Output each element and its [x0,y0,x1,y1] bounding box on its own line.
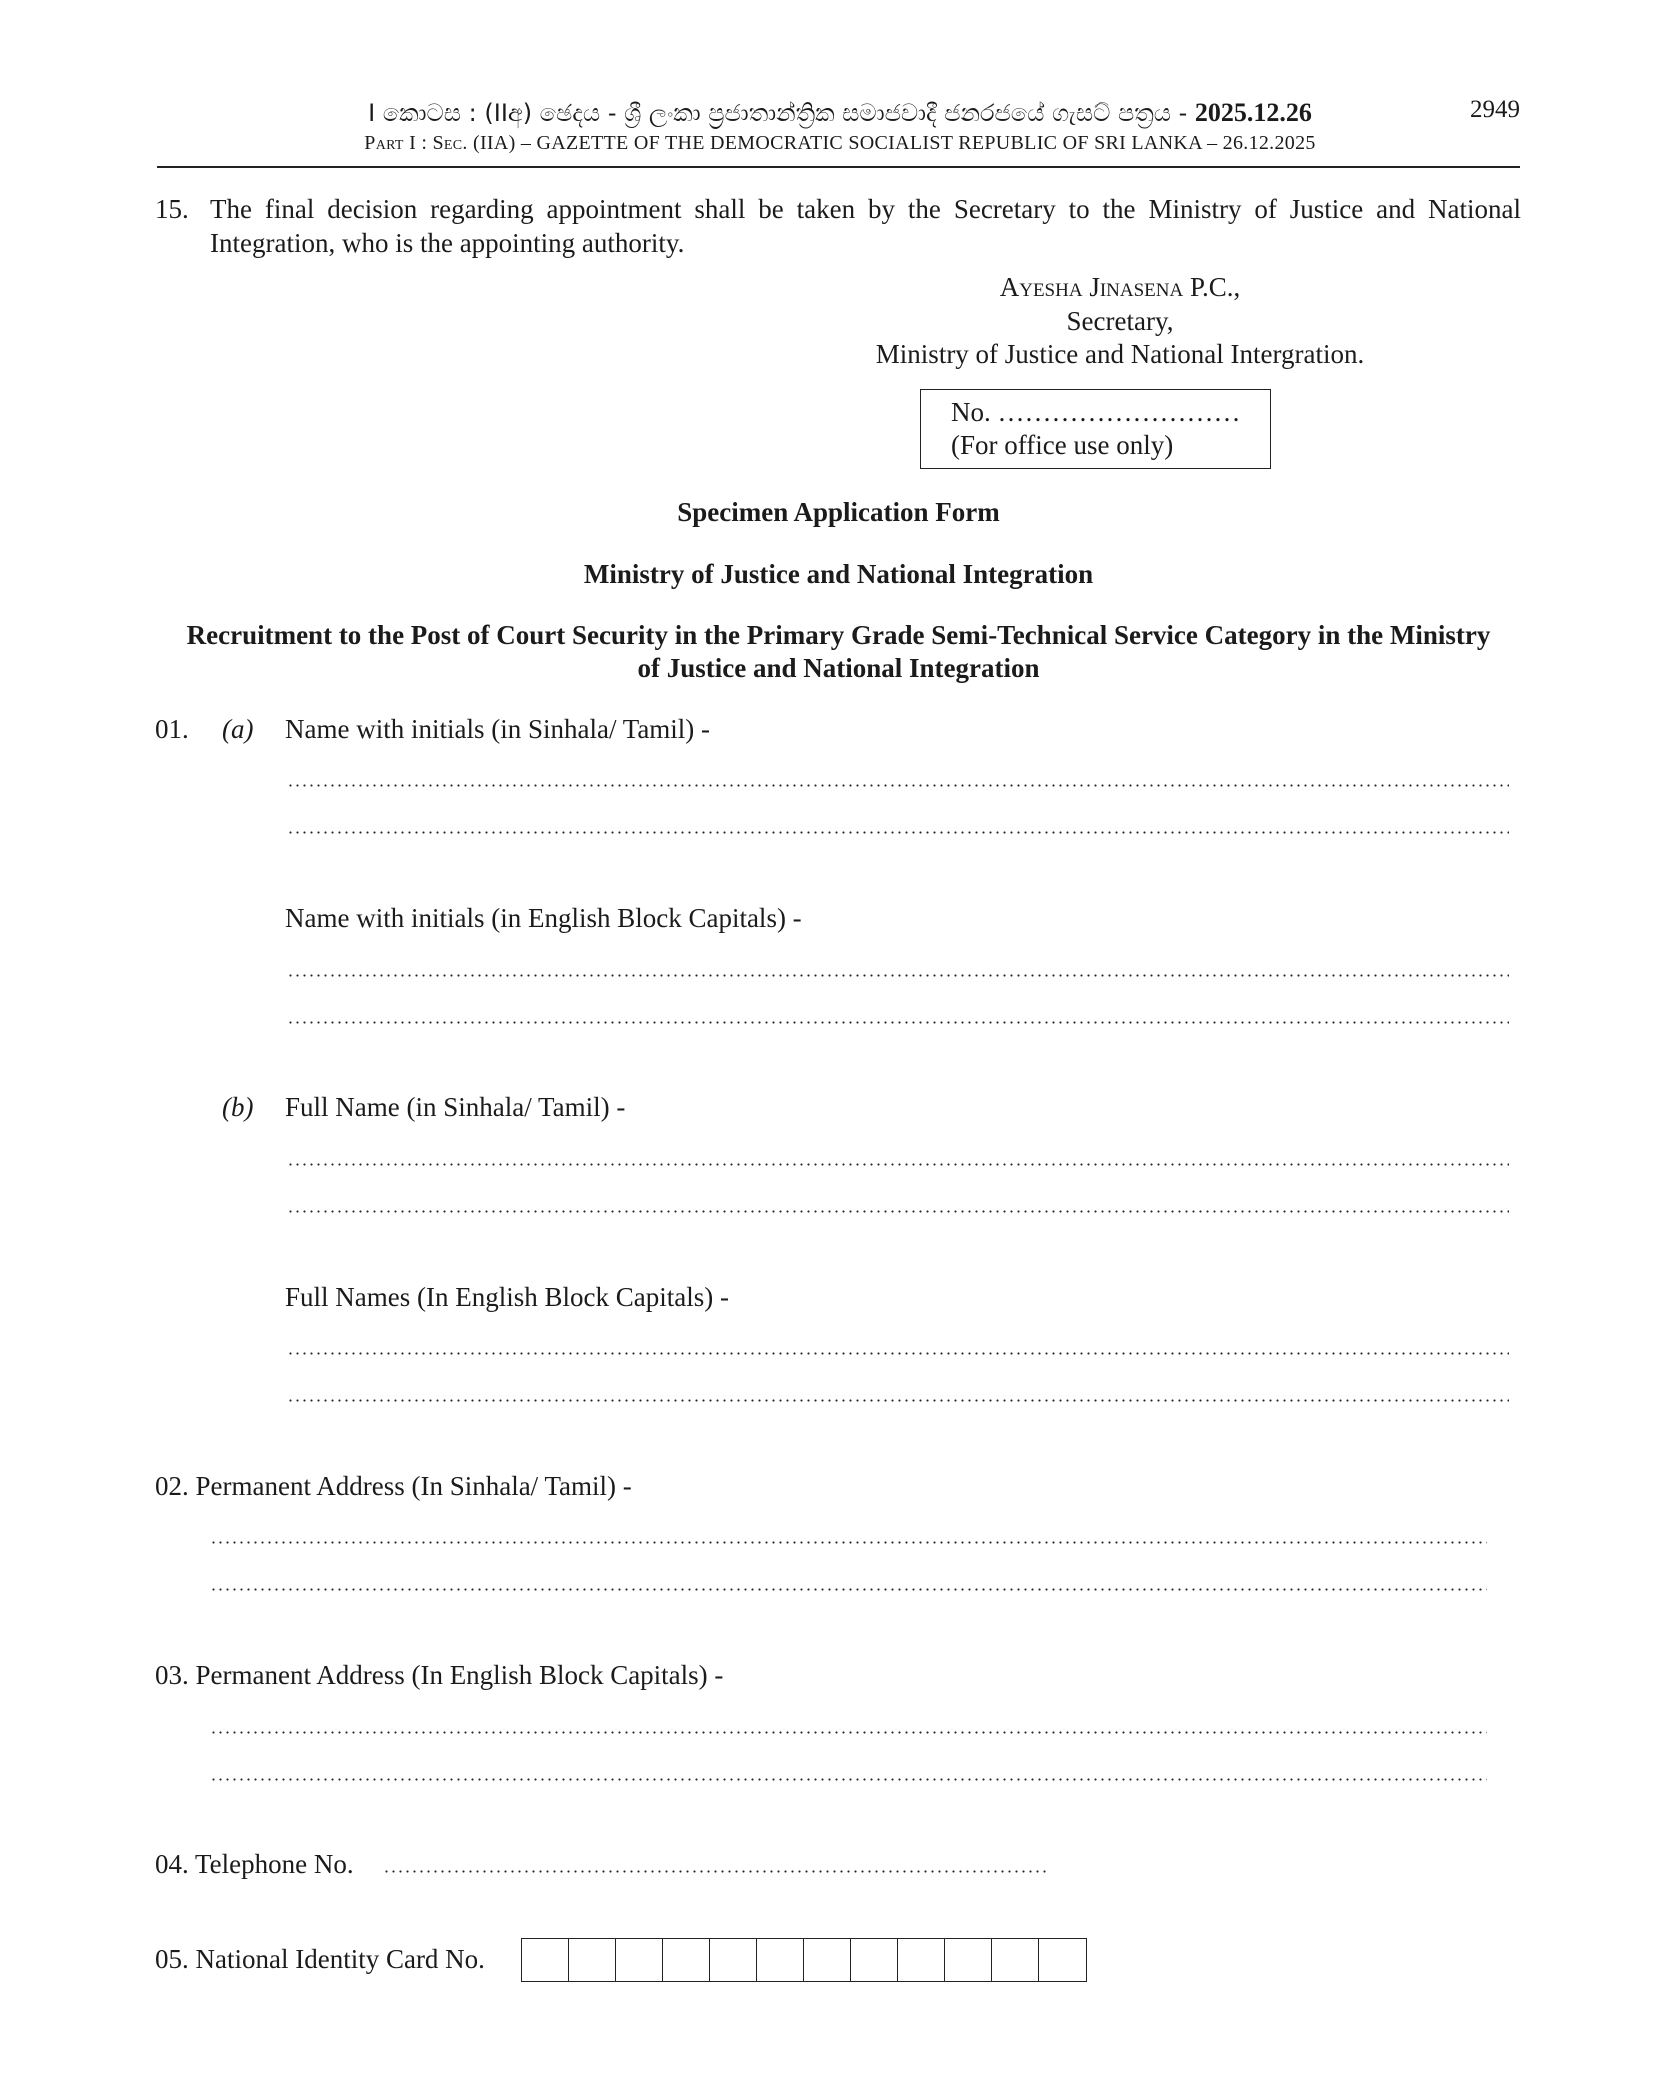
q02-label: 02. Permanent Address (In Sinhala/ Tamil) - [155,1471,632,1501]
q03-line-1[interactable] [210,1731,1487,1734]
nic-digit-box[interactable] [522,1939,569,1981]
clause-15 [155,192,1521,260]
form-recruitment-line-1: Recruitment to the Post of Court Security in the Primary Grade Semi-Technical Service Category in the Ministry [186,620,1491,650]
telephone-line[interactable] [383,1870,1048,1873]
nic-digit-box[interactable] [757,1939,804,1981]
nic-digit-box[interactable] [1039,1939,1086,1981]
q01a-sinhala-label: Name with initials (in Sinhala/ Tamil) - [285,714,711,744]
q01-number: 01. [155,714,189,744]
signatory-title: Secretary, [1066,306,1174,336]
office-use-number: No. ……………………… [951,397,1241,427]
office-use-note: (For office use only) [951,430,1174,460]
form-title: Specimen Application Form [677,497,1000,527]
page-number: 2949 [1470,96,1520,123]
nic-boxes [521,1938,1087,1982]
nic-digit-box[interactable] [945,1939,992,1981]
form-ministry: Ministry of Justice and National Integration [583,559,1094,589]
q01b-english-label: Full Names (In English Block Capitals) - [285,1282,729,1312]
signatory-name-text: Ayesha Jinasena [999,272,1184,302]
office-use-box [920,389,1271,469]
q04-label: 04. Telephone No. [155,1849,354,1879]
nic-digit-box[interactable] [569,1939,616,1981]
nic-digit-box[interactable] [616,1939,663,1981]
nic-digit-box[interactable] [898,1939,945,1981]
nic-digit-box[interactable] [663,1939,710,1981]
q01b-english-line-2[interactable] [287,1399,1509,1402]
clause-15-text: The final decision regarding appointment shall be taken by the Secretary to the Ministry of Justice and National Integration, who is the appointing authority. [210,194,1521,258]
q02-line-1[interactable] [210,1541,1487,1544]
signatory-suffix: P.C., [1189,272,1241,302]
q01b-marker: (b) [222,1092,254,1122]
signatory-name [860,272,1380,303]
header-english: Part I : Sec. (IIA) – GAZETTE OF THE DEMOCRATIC SOCIALIST REPUBLIC OF SRI LANKA – 26.12.2025 [364,132,1316,154]
q01a-sinhala-line-1[interactable] [287,784,1509,787]
header-sinhala-date: 2025.12.26 [1194,98,1312,127]
header-sinhala [300,98,1380,128]
q01b-sinhala-line-2[interactable] [287,1210,1509,1213]
q03-label: 03. Permanent Address (In English Block Capitals) - [155,1660,724,1690]
header-sinhala-text: I කොටස : (IIඅ) ඡෙදය - ශ්‍රී ලංකා ප්‍රජාතාන්ත්‍රික සමාජවාදී ජනරජයේ ගැසට් පත්‍රය - [368,99,1188,127]
nic-digit-box[interactable] [804,1939,851,1981]
q01b-sinhala-line-1[interactable] [287,1163,1509,1166]
q01b-english-line-1[interactable] [287,1352,1509,1355]
q05-label: 05. National Identity Card No. [155,1944,485,1974]
signatory-ministry: Ministry of Justice and National Intergration. [875,339,1365,369]
form-recruitment-line-2: of Justice and National Integration [637,653,1040,683]
q01a-marker: (a) [222,714,254,744]
nic-digit-box[interactable] [992,1939,1039,1981]
q01a-english-line-2[interactable] [287,1021,1509,1024]
q02-line-2[interactable] [210,1588,1487,1591]
q01b-sinhala-label: Full Name (in Sinhala/ Tamil) - [285,1092,626,1122]
q01a-english-line-1[interactable] [287,974,1509,977]
q03-line-2[interactable] [210,1778,1487,1781]
nic-digit-box[interactable] [851,1939,898,1981]
q01a-sinhala-line-2[interactable] [287,831,1509,834]
q01a-english-label: Name with initials (in English Block Capitals) - [285,903,802,933]
nic-digit-box[interactable] [710,1939,757,1981]
header-rule [157,166,1520,168]
clause-15-number: 15. [155,194,189,224]
